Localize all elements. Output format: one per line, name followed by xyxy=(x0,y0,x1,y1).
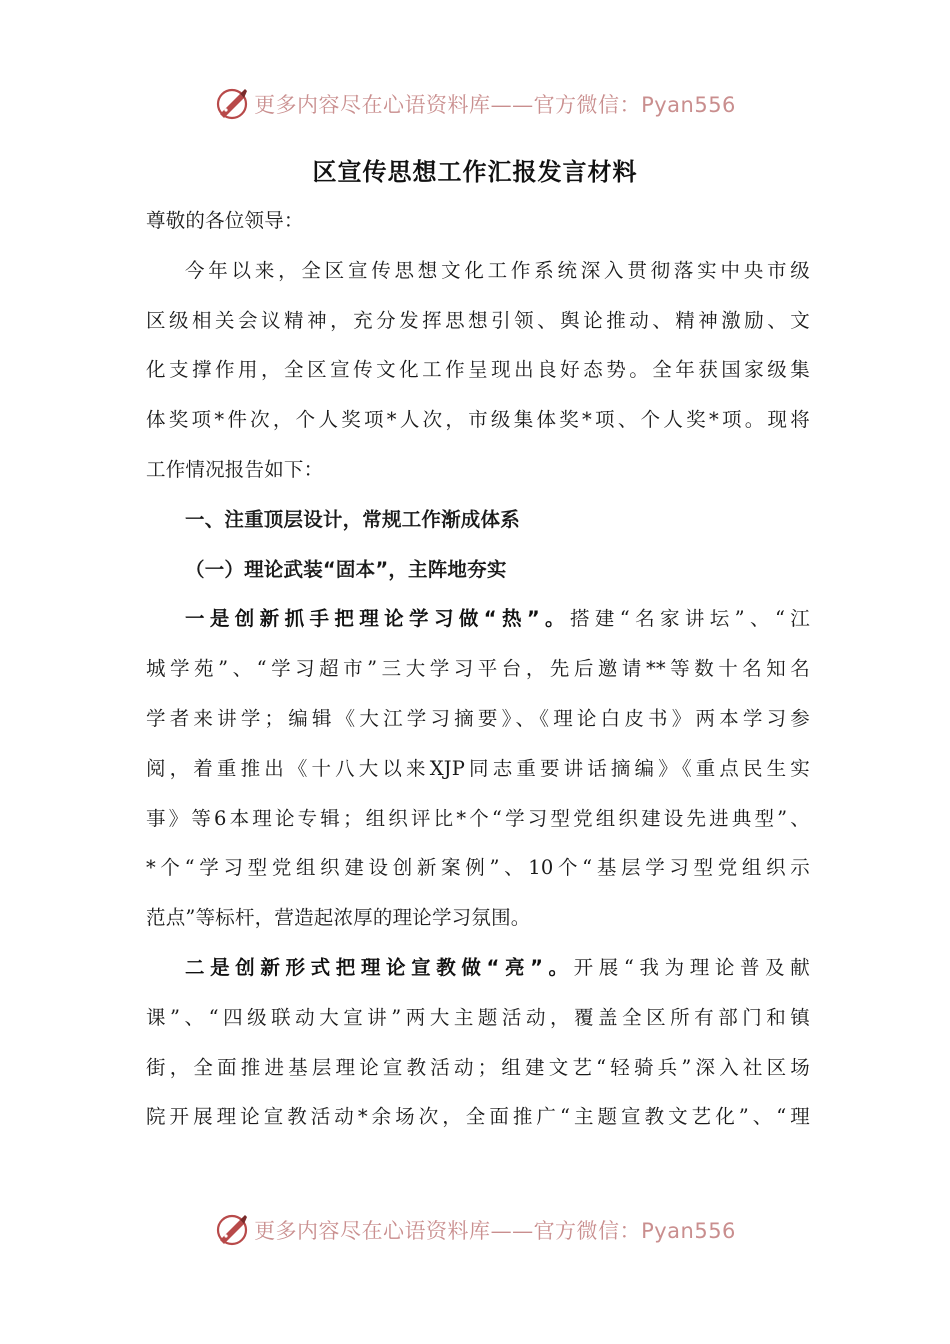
paragraph-line: 化支撑作用，全区宣传文化工作呈现出良好态势。全年获国家级集 xyxy=(146,358,810,382)
watermark-prefix: 更多内容尽在心语资料库 xyxy=(254,93,491,117)
paragraph-line: 工作情况报告如下： xyxy=(146,457,324,481)
watermark-text xyxy=(254,1215,736,1245)
paragraph-lead: 二是创新形式把理论宣教做“亮”。 xyxy=(185,955,574,979)
subsection-heading: （一）理论武装“固本”，主阵地夯实 xyxy=(185,557,507,581)
watermark-separator: —— xyxy=(490,1219,534,1243)
watermark-prefix: 更多内容尽在心语资料库 xyxy=(254,1219,491,1243)
paragraph-first-line xyxy=(146,594,810,644)
watermark-text xyxy=(254,89,736,119)
paragraph-line: 范点”等标杆，营造起浓厚的理论学习氛围。 xyxy=(146,906,531,930)
paragraph-line: 阅，着重推出《十八大以来XJP同志重要讲话摘编》《重点民生实 xyxy=(146,756,810,780)
paragraph-lead: 一是创新抓手把理论学习做“热”。 xyxy=(185,607,570,631)
pen-nib-logo-icon xyxy=(214,1212,250,1248)
paragraph-line: 事》等6本理论专辑；组织评比*个“学习型党组织建设先进典型”、 xyxy=(146,806,810,830)
paragraph-rest: 搭建“名家讲坛”、“江 xyxy=(569,607,811,631)
paragraph-line: 课”、“四级联动大宣讲”两大主题活动，覆盖全区所有部门和镇 xyxy=(146,1005,810,1029)
paragraph-line: 体奖项*件次，个人奖项*人次，市级集体奖*项、个人奖*项。现将 xyxy=(146,408,810,432)
watermark-label: 官方微信： xyxy=(533,93,642,117)
paragraph-line: 城学苑”、“学习超市”三大学习平台，先后邀请**等数十名知名 xyxy=(146,657,810,681)
paragraph-line: 院开展理论宣教活动*余场次，全面推广“主题宣教文艺化”、“理 xyxy=(146,1105,810,1129)
watermark-wechat-id: Pyan556 xyxy=(641,93,736,117)
document-body xyxy=(146,196,810,1142)
paragraph-line: 学者来讲学；编辑《大江学习摘要》、《理论白皮书》两本学习参 xyxy=(146,706,810,730)
watermark-separator: —— xyxy=(490,93,534,117)
watermark-banner-bottom xyxy=(0,1210,950,1250)
paragraph-line: 今年以来，全区宣传思想文化工作系统深入贯彻落实中央市级 xyxy=(185,258,810,282)
watermark-banner-top xyxy=(0,84,950,124)
paragraph-line: 区级相关会议精神，充分发挥思想引领、舆论推动、精神激励、文 xyxy=(146,308,810,332)
pen-nib-logo-icon xyxy=(214,86,250,122)
document-title: 区宣传思想工作汇报发言材料 xyxy=(312,158,638,186)
paragraph-first-line xyxy=(146,943,810,993)
section-heading: 一、注重顶层设计，常规工作渐成体系 xyxy=(185,507,520,531)
paragraph-line: *个“学习型党组织建设创新案例”、10个“基层学习型党组织示 xyxy=(146,856,810,880)
paragraph-rest: 开展“我为理论普及献 xyxy=(573,955,810,979)
watermark-wechat-id: Pyan556 xyxy=(641,1219,736,1243)
watermark-label: 官方微信： xyxy=(533,1219,642,1243)
paragraph-line: 街，全面推进基层理论宣教活动；组建文艺“轻骑兵”深入社区场 xyxy=(146,1055,810,1079)
salutation: 尊敬的各位领导： xyxy=(146,209,304,232)
